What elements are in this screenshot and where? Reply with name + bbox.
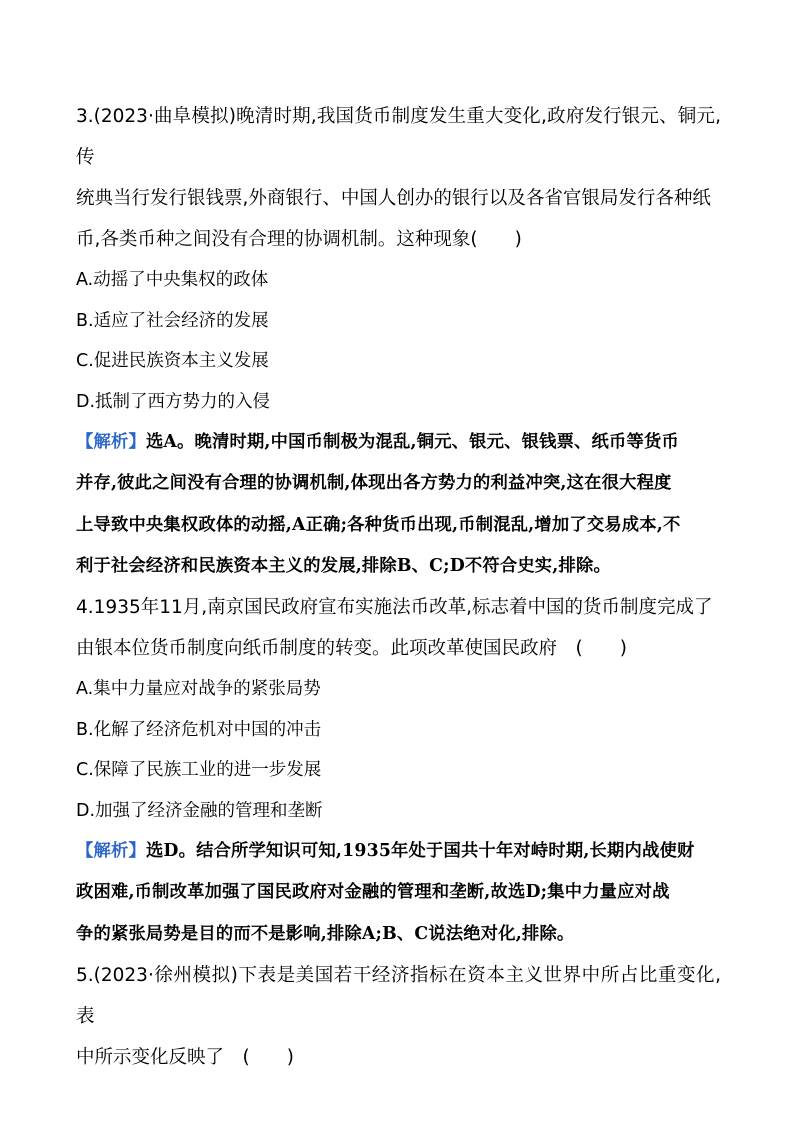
option-a: A.集中力量应对战争的紧张局势 bbox=[76, 679, 321, 700]
analysis-line bbox=[76, 422, 721, 463]
analysis-line: 上导致中央集权政体的动摇,A正确;各种货币出现,币制混乱,增加了交易成本,不 bbox=[76, 514, 681, 535]
question-stem-line: 中所示变化反映了 ( ) bbox=[76, 1047, 294, 1069]
analysis-line bbox=[76, 831, 721, 872]
option-c: C.促进民族资本主义发展 bbox=[76, 351, 269, 371]
analysis-text: 选D。结合所学知识可知,1935年处于国共十年对峙时期,长期内战使财 bbox=[145, 841, 695, 862]
option-b: B.适应了社会经济的发展 bbox=[76, 310, 269, 331]
question-stem-line: 统典当行发行银钱票,外商银行、中国人创办的银行以及各省官银局发行各种纸 bbox=[76, 188, 711, 209]
analysis-line: 并存,彼此之间没有合理的协调机制,体现出各方势力的利益冲突,这在很大程度 bbox=[76, 473, 672, 494]
question-3 bbox=[76, 96, 721, 587]
analysis-line: 争的紧张局势是目的而不是影响,排除A;B、C说法绝对化,排除。 bbox=[76, 923, 575, 944]
question-5 bbox=[76, 955, 721, 1078]
analysis-tag: 【解析】 bbox=[76, 841, 146, 862]
question-page bbox=[76, 96, 721, 1078]
question-stem-line: 5.(2023·徐州模拟)下表是美国若干经济指标在资本主义世界中所占比重变化,表 bbox=[76, 965, 721, 1028]
question-stem-line: 由银本位货币制度向纸币制度的转变。此项改革使国民政府 ( ) bbox=[76, 638, 627, 660]
question-stem-line: 币,各类币种之间没有合理的协调机制。这种现象( ) bbox=[76, 229, 522, 250]
option-a: A.动摇了中央集权的政体 bbox=[76, 270, 269, 290]
option-b: B.化解了经济危机对中国的冲击 bbox=[76, 719, 322, 740]
analysis-block bbox=[76, 831, 721, 955]
analysis-line: 政困难,币制改革加强了国民政府对金融的管理和垄断,故选D;集中力量应对战 bbox=[76, 882, 670, 903]
question-stem-line: 4.1935年11月,南京国民政府宣布实施法币改革,标志着中国的货币制度完成了 bbox=[76, 597, 713, 619]
option-c: C.保障了民族工业的进一步发展 bbox=[76, 760, 322, 781]
option-d: D.加强了经济金融的管理和垄断 bbox=[76, 800, 323, 821]
question-stem-line: 3.(2023·曲阜模拟)晚清时期,我国货币制度发生重大变化,政府发行银元、铜元,传 bbox=[76, 106, 721, 168]
option-d: D.抵制了西方势力的入侵 bbox=[76, 391, 271, 412]
analysis-text: 选A。晚清时期,中国币制极为混乱,铜元、银元、银钱票、纸币等货币 bbox=[145, 432, 679, 452]
analysis-line: 利于社会经济和民族资本主义的发展,排除B、C;D不符合史实,排除。 bbox=[76, 555, 611, 576]
analysis-block bbox=[76, 422, 721, 587]
analysis-tag: 【解析】 bbox=[76, 432, 146, 452]
question-4 bbox=[76, 587, 721, 955]
